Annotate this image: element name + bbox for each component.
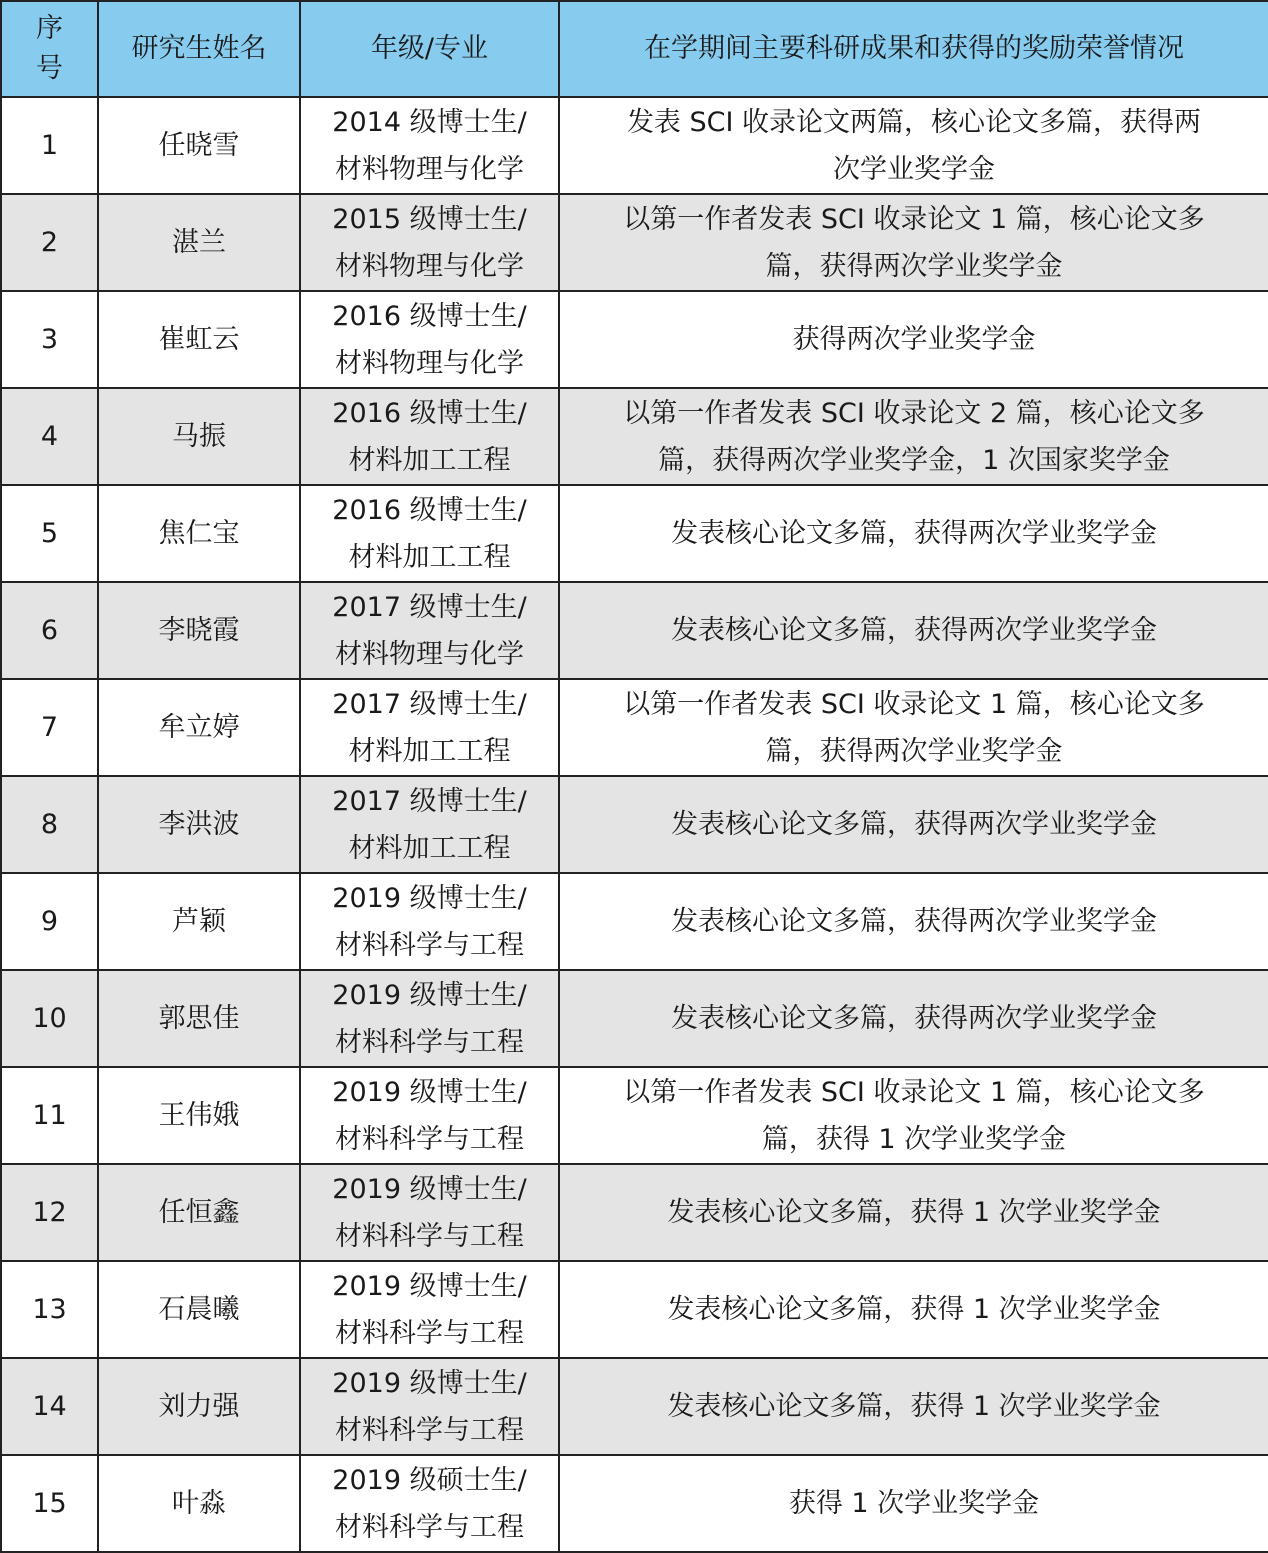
table-row [1, 388, 1268, 485]
cell-grade-major [300, 873, 559, 970]
cell-index: 3 [1, 291, 98, 388]
cell-index: 6 [1, 582, 98, 679]
cell-grade-major [300, 485, 559, 582]
cell-grade-major [300, 1358, 559, 1455]
cell-grade-major [300, 970, 559, 1067]
cell-index: 15 [1, 1455, 98, 1552]
major-text: 材料加工工程 [348, 735, 511, 767]
major-text: 材料物理与化学 [335, 638, 524, 670]
table-row [1, 194, 1268, 291]
header-achievements: 在学期间主要科研成果和获得的奖励荣誉情况 [559, 1, 1268, 97]
achievement-line: 发表核心论文多篇，获得两次学业奖学金 [671, 615, 1157, 646]
grade-text: 2014 级博士生/ [332, 106, 527, 138]
cell-achievements [559, 388, 1268, 485]
cell-achievements [559, 582, 1268, 679]
achievement-line: 获得两次学业奖学金 [792, 324, 1036, 355]
cell-index: 7 [1, 679, 98, 776]
grade-text: 2019 级博士生/ [332, 1076, 527, 1108]
cell-student-name: 叶淼 [98, 1455, 300, 1552]
table-row [1, 1358, 1268, 1455]
achievement-line: 篇，获得两次学业奖学金 [765, 735, 1063, 767]
major-text: 材料物理与化学 [335, 347, 524, 379]
header-index-line-2: 号 [36, 53, 63, 84]
cell-index: 2 [1, 194, 98, 291]
grade-text: 2016 级博士生/ [332, 300, 527, 332]
cell-index: 11 [1, 1067, 98, 1164]
cell-student-name: 刘力强 [98, 1358, 300, 1455]
cell-grade-major [300, 388, 559, 485]
cell-grade-major [300, 776, 559, 873]
achievement-line: 篇，获得两次学业奖学金，1 次国家奖学金 [658, 444, 1170, 476]
achievement-line: 发表核心论文多篇，获得两次学业奖学金 [671, 809, 1157, 840]
cell-achievements [559, 194, 1268, 291]
grade-text: 2017 级博士生/ [332, 688, 527, 720]
cell-index: 13 [1, 1261, 98, 1358]
achievement-line: 以第一作者发表 SCI 收录论文 2 篇，核心论文多 [623, 397, 1205, 429]
grade-text: 2019 级博士生/ [332, 1173, 527, 1205]
cell-achievements [559, 873, 1268, 970]
major-text: 材料加工工程 [348, 541, 511, 573]
cell-index: 12 [1, 1164, 98, 1261]
grade-text: 2019 级博士生/ [332, 1270, 527, 1302]
achievement-line: 以第一作者发表 SCI 收录论文 1 篇，核心论文多 [623, 203, 1205, 235]
major-text: 材料科学与工程 [335, 1511, 524, 1543]
grade-text: 2019 级博士生/ [332, 979, 527, 1011]
major-text: 材料加工工程 [348, 444, 511, 476]
table-row [1, 1455, 1268, 1552]
cell-student-name: 焦仁宝 [98, 485, 300, 582]
cell-grade-major [300, 1164, 559, 1261]
cell-achievements [559, 1455, 1268, 1552]
major-text: 材料科学与工程 [335, 1123, 524, 1155]
cell-grade-major [300, 194, 559, 291]
achievement-line: 以第一作者发表 SCI 收录论文 1 篇，核心论文多 [623, 688, 1205, 720]
cell-achievements [559, 97, 1268, 194]
cell-student-name: 石晨曦 [98, 1261, 300, 1358]
cell-achievements [559, 1261, 1268, 1358]
cell-grade-major [300, 1067, 559, 1164]
cell-grade-major [300, 1455, 559, 1552]
cell-student-name: 任恒鑫 [98, 1164, 300, 1261]
cell-index: 10 [1, 970, 98, 1067]
cell-grade-major [300, 582, 559, 679]
cell-index: 9 [1, 873, 98, 970]
header-index-line-1: 序 [36, 13, 63, 44]
table-row [1, 1067, 1268, 1164]
cell-student-name: 湛兰 [98, 194, 300, 291]
header-grade-major: 年级/专业 [300, 1, 559, 97]
header-row [1, 1, 1268, 97]
cell-index: 14 [1, 1358, 98, 1455]
cell-grade-major [300, 679, 559, 776]
table-row [1, 1261, 1268, 1358]
cell-student-name: 李晓霞 [98, 582, 300, 679]
cell-student-name: 李洪波 [98, 776, 300, 873]
table-row [1, 873, 1268, 970]
grade-text: 2019 级博士生/ [332, 1367, 527, 1399]
cell-achievements [559, 1067, 1268, 1164]
major-text: 材料科学与工程 [335, 929, 524, 961]
major-text: 材料科学与工程 [335, 1220, 524, 1252]
table-body [1, 97, 1268, 1552]
major-text: 材料物理与化学 [335, 250, 524, 282]
achievement-line: 篇，获得两次学业奖学金 [765, 250, 1063, 282]
cell-grade-major [300, 291, 559, 388]
header-index [1, 1, 98, 97]
cell-achievements [559, 1164, 1268, 1261]
grade-text: 2019 级硕士生/ [332, 1464, 527, 1496]
header-name: 研究生姓名 [98, 1, 300, 97]
cell-grade-major [300, 97, 559, 194]
table-row [1, 776, 1268, 873]
major-text: 材料科学与工程 [335, 1414, 524, 1446]
cell-index: 4 [1, 388, 98, 485]
cell-student-name: 牟立婷 [98, 679, 300, 776]
cell-student-name: 芦颖 [98, 873, 300, 970]
table-row [1, 485, 1268, 582]
table-row [1, 679, 1268, 776]
cell-index: 1 [1, 97, 98, 194]
table-row [1, 970, 1268, 1067]
cell-achievements [559, 485, 1268, 582]
achievement-line: 发表核心论文多篇，获得两次学业奖学金 [671, 1003, 1157, 1034]
cell-student-name: 郭思佳 [98, 970, 300, 1067]
achievement-line: 以第一作者发表 SCI 收录论文 1 篇，核心论文多 [623, 1076, 1205, 1108]
cell-student-name: 崔虹云 [98, 291, 300, 388]
achievement-line: 发表核心论文多篇，获得 1 次学业奖学金 [667, 1294, 1161, 1325]
grade-text: 2017 级博士生/ [332, 591, 527, 623]
grade-text: 2016 级博士生/ [332, 494, 527, 526]
major-text: 材料加工工程 [348, 832, 511, 864]
cell-index: 8 [1, 776, 98, 873]
achievement-line: 获得 1 次学业奖学金 [788, 1488, 1040, 1519]
grade-text: 2015 级博士生/ [332, 203, 527, 235]
major-text: 材料科学与工程 [335, 1317, 524, 1349]
table-row [1, 291, 1268, 388]
major-text: 材料物理与化学 [335, 153, 524, 185]
table-row [1, 582, 1268, 679]
cell-achievements [559, 1358, 1268, 1455]
grade-text: 2019 级博士生/ [332, 882, 527, 914]
cell-student-name: 任晓雪 [98, 97, 300, 194]
cell-student-name: 马振 [98, 388, 300, 485]
achievement-line: 发表核心论文多篇，获得 1 次学业奖学金 [667, 1391, 1161, 1422]
cell-achievements [559, 970, 1268, 1067]
table-row [1, 1164, 1268, 1261]
cell-grade-major [300, 1261, 559, 1358]
table-row [1, 97, 1268, 194]
cell-achievements [559, 679, 1268, 776]
grade-text: 2016 级博士生/ [332, 397, 527, 429]
cell-achievements [559, 776, 1268, 873]
grade-text: 2017 级博士生/ [332, 785, 527, 817]
cell-achievements [559, 291, 1268, 388]
cell-student-name: 王伟娥 [98, 1067, 300, 1164]
major-text: 材料科学与工程 [335, 1026, 524, 1058]
cell-index: 5 [1, 485, 98, 582]
achievement-line: 发表 SCI 收录论文两篇，核心论文多篇，获得两 [626, 106, 1202, 138]
achievement-line: 发表核心论文多篇，获得两次学业奖学金 [671, 518, 1157, 549]
achievement-line: 篇，获得 1 次学业奖学金 [761, 1123, 1067, 1155]
achievement-line: 次学业奖学金 [833, 153, 995, 185]
achievement-line: 发表核心论文多篇，获得两次学业奖学金 [671, 906, 1157, 937]
achievement-line: 发表核心论文多篇，获得 1 次学业奖学金 [667, 1197, 1161, 1228]
